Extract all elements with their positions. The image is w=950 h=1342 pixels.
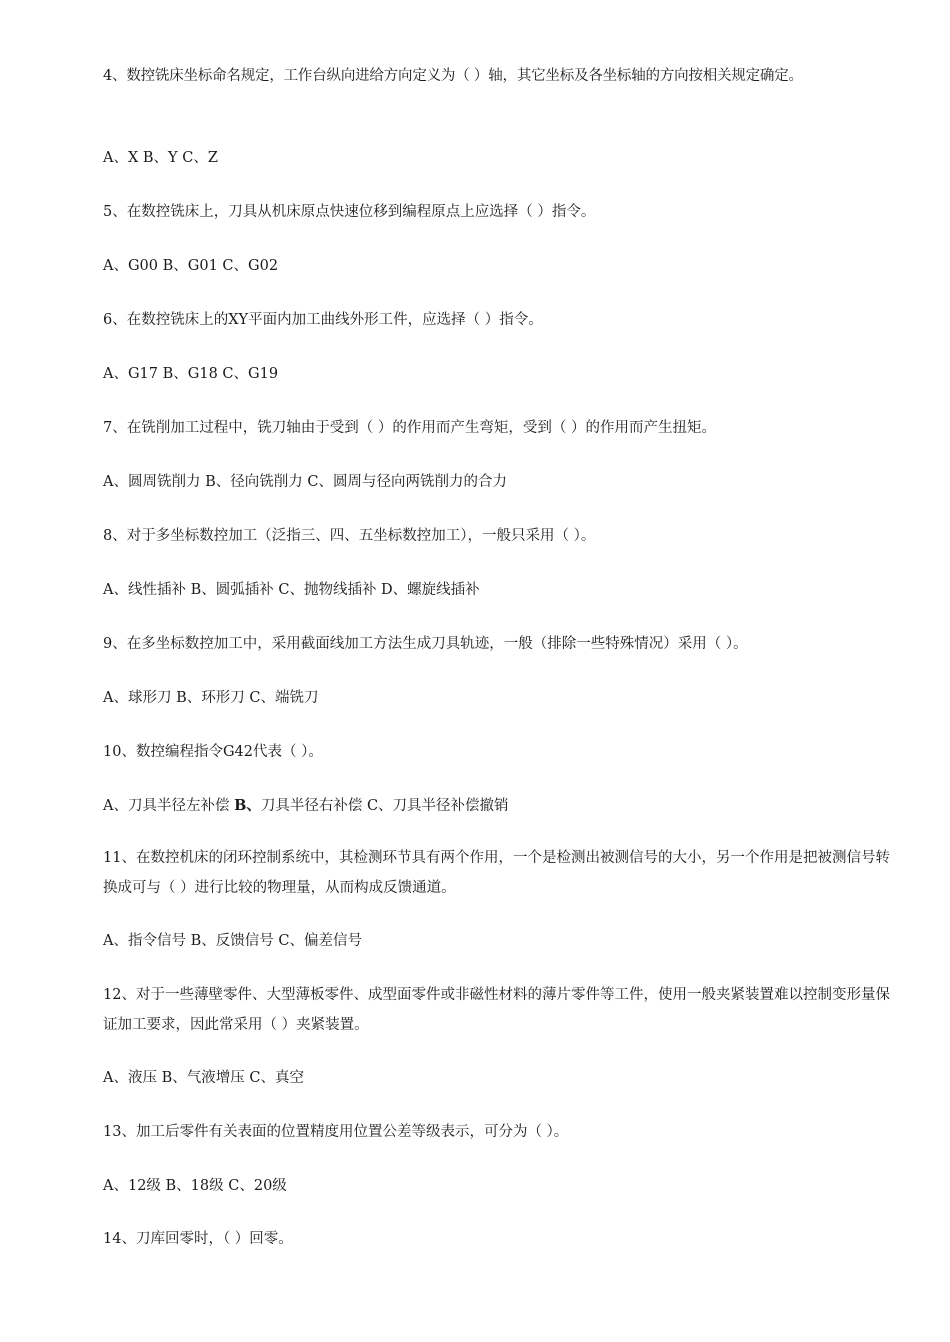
question-11-stem: 11、在数控机床的闭环控制系统中，其检测环节具有两个作用，一个是检测出被测信号的大小，另一个作用是把被测信号转换成可与（ ）进行比较的物理量，从而构成反馈通道。 xyxy=(103,850,890,896)
question-13-options: A、12级 B、18级 C、20级 xyxy=(103,1178,287,1194)
question-10-stem: 10、数控编程指令G42代表（ ）。 xyxy=(103,744,323,760)
question-6-options: A、G17 B、G18 C、G19 xyxy=(103,366,279,382)
question-10-options xyxy=(103,796,903,816)
question-5-options: A、G00 B、G01 C、G02 xyxy=(103,258,279,274)
question-11-options: A、指令信号 B、反馈信号 C、偏差信号 xyxy=(103,933,362,949)
question-12-options: A、液压 B、气液增压 C、真空 xyxy=(103,1070,304,1086)
question-9-options: A、球形刀 B、环形刀 C、端铣刀 xyxy=(103,690,319,706)
question-14-stem: 14、刀库回零时，（ ）回零。 xyxy=(103,1231,293,1247)
question-4-options: A、X B、Y C、Z xyxy=(103,150,218,166)
question-10-option-a: A、刀具半径左补偿 xyxy=(103,798,235,814)
question-5-stem: 5、在数控铣床上，刀具从机床原点快速位移到编程原点上应选择（ ）指令。 xyxy=(103,204,596,220)
question-8-options: A、线性插补 B、圆弧插补 C、抛物线插补 D、螺旋线插补 xyxy=(103,582,480,598)
question-4-stem: 4、数控铣床坐标命名规定，工作台纵向进给方向定义为（ ）轴，其它坐标及各坐标轴的方向按相关规定确定。 xyxy=(103,68,803,84)
question-12-stem: 12、对于一些薄壁零件、大型薄板零件、成型面零件或非磁性材料的薄片零件等工件，使用一般夹紧装置难以控制变形量保证加工要求，因此常采用（ ）夹紧装置。 xyxy=(103,987,890,1033)
question-8-stem: 8、对于多坐标数控加工（泛指三、四、五坐标数控加工），一般只采用（ ）。 xyxy=(103,528,596,544)
question-7-options: A、圆周铣削力 B、径向铣削力 C、圆周与径向两铣削力的合力 xyxy=(103,474,507,490)
question-7-stem: 7、在铣削加工过程中，铣刀轴由于受到（ ）的作用而产生弯矩，受到（ ）的作用而产生扭矩。 xyxy=(103,420,716,436)
question-10-option-rest: 刀具半径右补偿 C、刀具半径补偿撤销 xyxy=(260,798,509,814)
question-13-stem: 13、加工后零件有关表面的位置精度用位置公差等级表示，可分为（ ）。 xyxy=(103,1124,569,1140)
question-10-option-b-marker: B、 xyxy=(234,797,261,814)
question-9-stem: 9、在多坐标数控加工中，采用截面线加工方法生成刀具轨迹，一般（排除一些特殊情况）采用（ ）。 xyxy=(103,636,748,652)
question-6-stem: 6、在数控铣床上的XY平面内加工曲线外形工件，应选择（ ）指令。 xyxy=(103,312,543,328)
